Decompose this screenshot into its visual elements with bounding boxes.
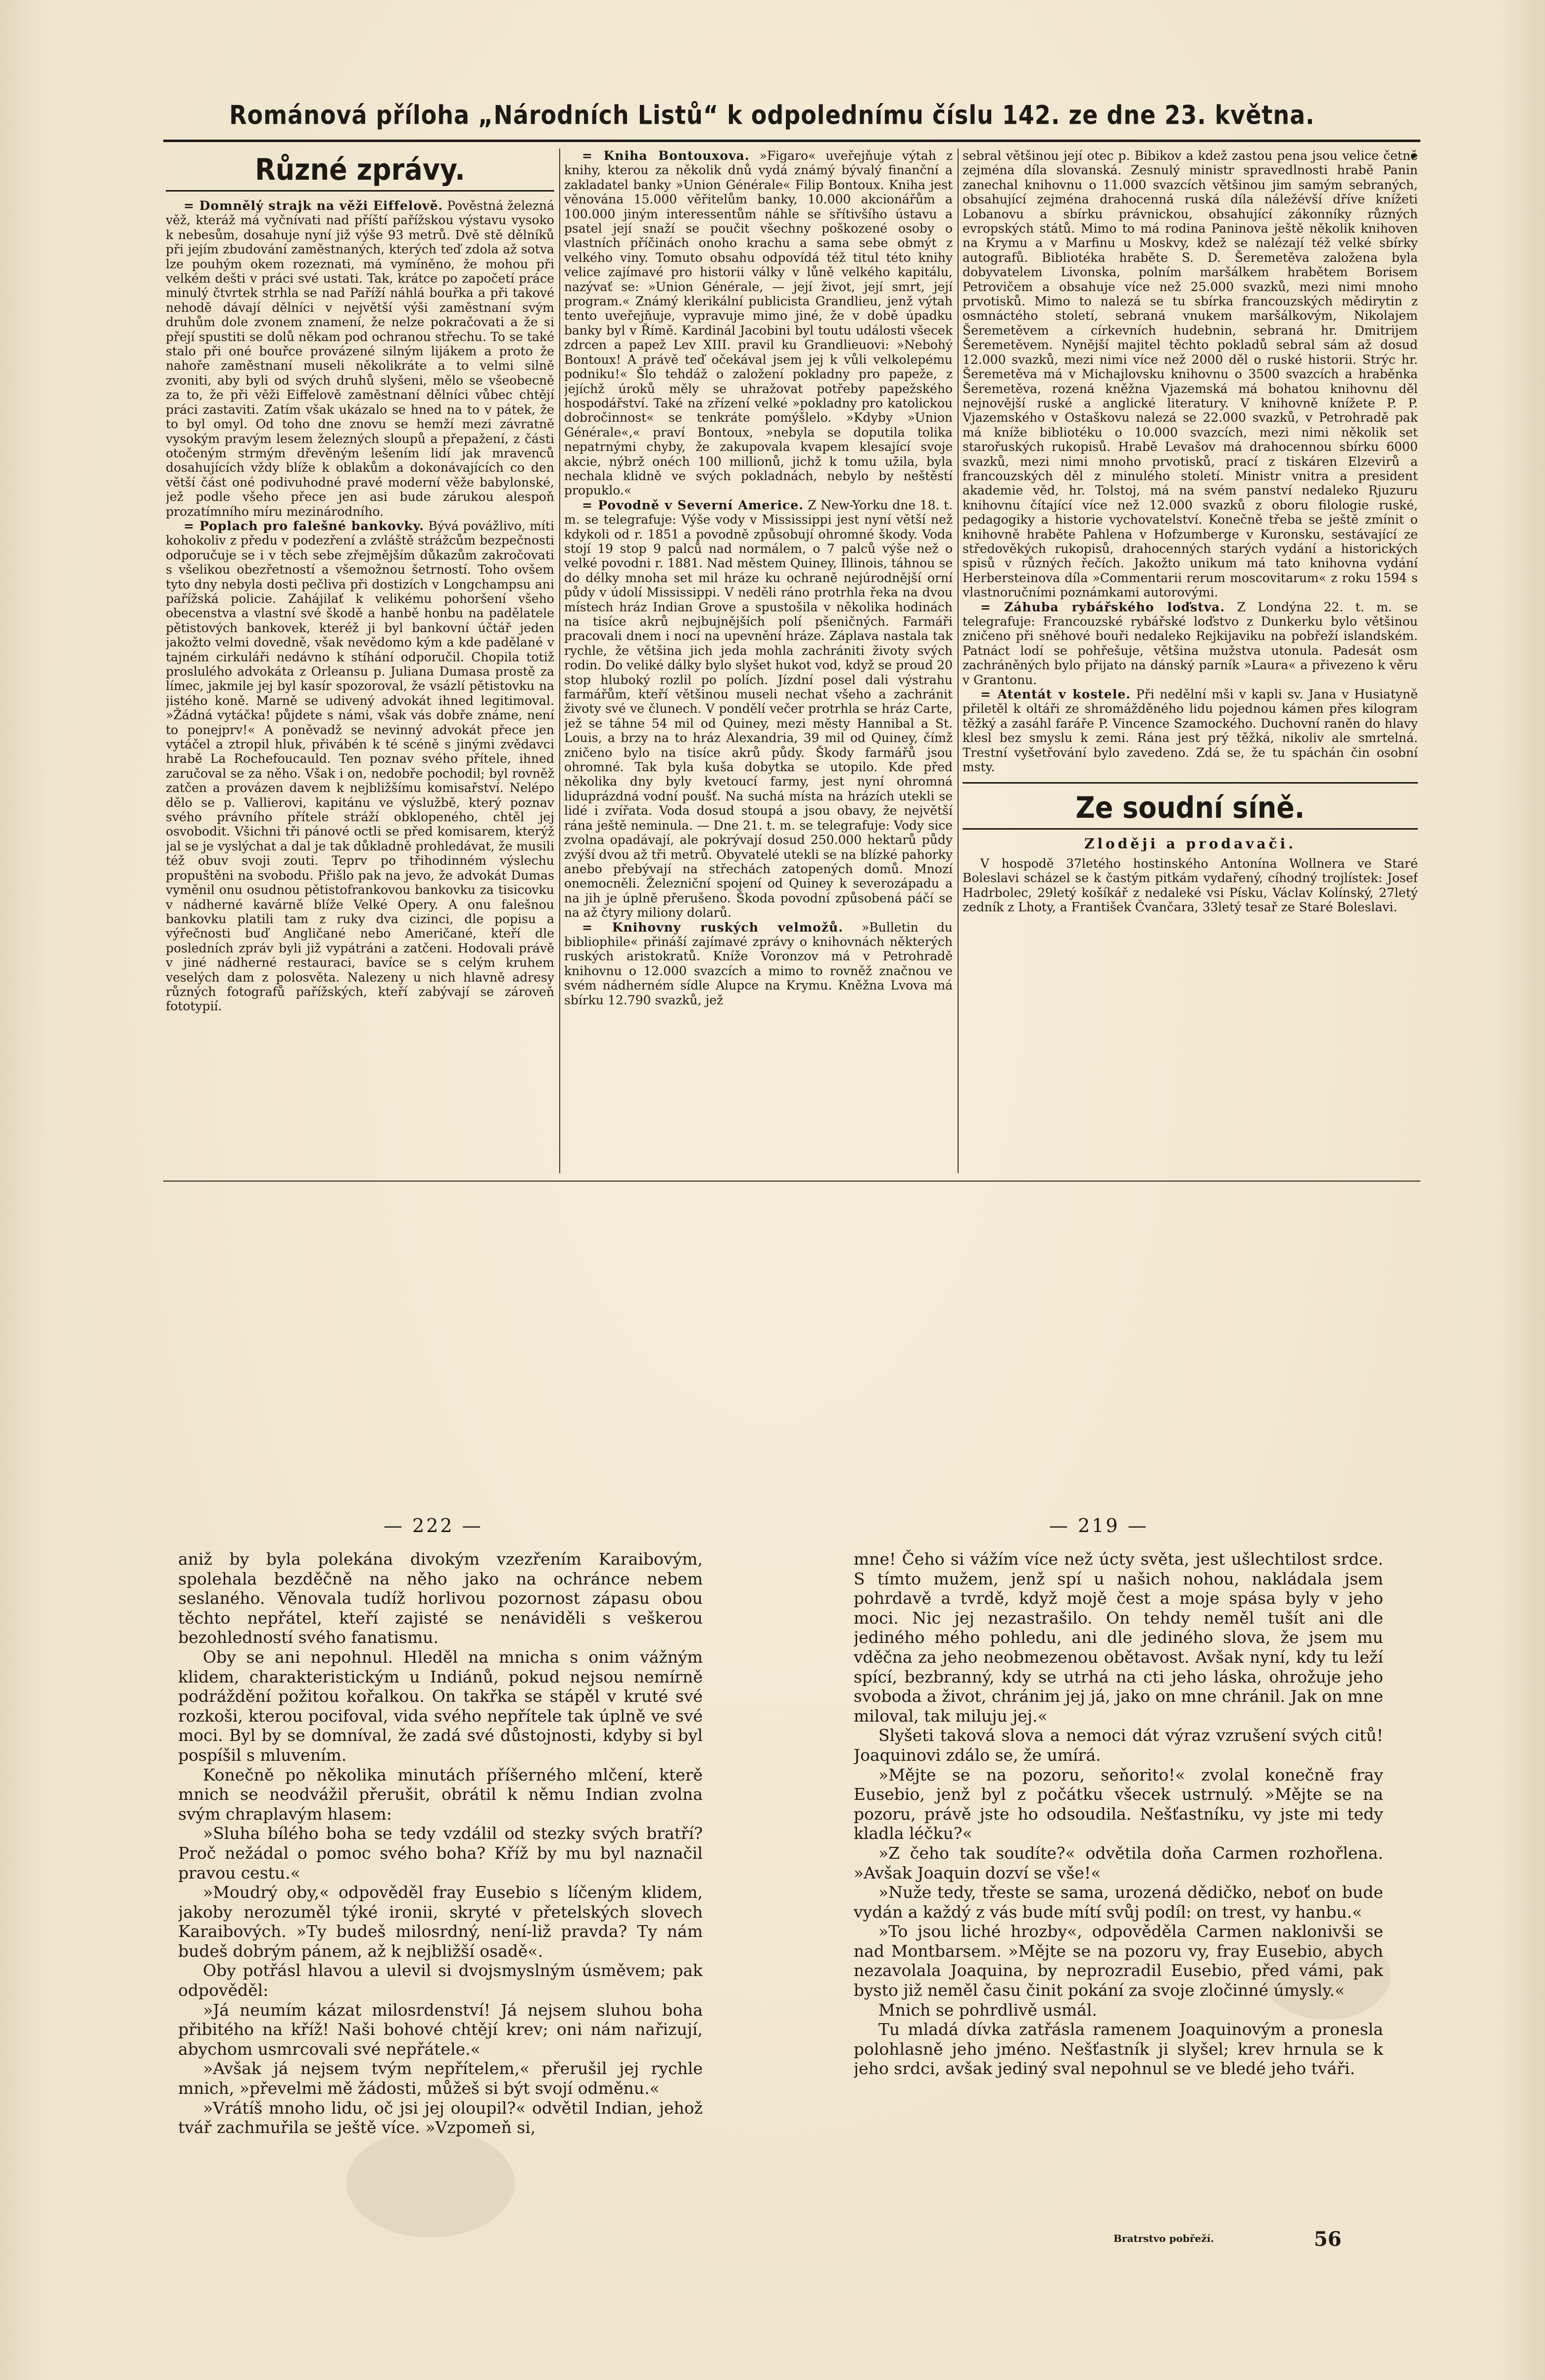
news-item	[564, 498, 953, 920]
novel-paragraph: »Avšak já nejsem tvým nepřítelem,« přerušil jej rychle mnich, »převelmi mě žádosti, můžeš si být svojí odměnu.«	[178, 2059, 703, 2098]
news-item-continued: sebral většinou její otec p. Bibikov a kdež zastou pena jsou velice četně zejména díla slovanská. Zesnulý ministr spravedlnosti hrabě Panin zanechal knihovnu o 11.000 svazcích většinou jim samým sebraných, obsahující zejména drahocenná ruská díla náležévší dříve knížeti Lobanovu a sbírku právnickou, obsahující zákonníky různých evropských států. Mimo to má rodina Paninova ještě několik knihoven na Krymu a v Marfinu u Moskvy, kdež se nalézají též velké sbírky autografů. Bibliotéka hraběte S. D. Šeremetěva založena byla dobyvatelem Livonska, polním maršálkem hrabětem Borisem Petrovičem a obsahuje více než 25.000 svazků, mezi nimi mnoho prvotisků. Mimo to nalezá se tu sbírka francouzských mědirytin z osmnáctého století, sebraná vnukem maršálkovým, Nikolajem Šeremetěvem a církevních hudebnin, sebraná hr. Dmitrijem Šeremetěvem. Nynější majitel těchto pokladů sebral sám až dosud 12.000 svazků, mezi nimi více než 2000 děl o ruské historii. Strýc hr. Šeremetěva má v Michajlovsku knihovnu o 3500 svazcích a hraběnka Šeremetěva, rozená kněžna Vjazemská má bohatou knihovnu děl nejnovější ruské a anglické literatury. V knihovně knížete P. P. Vjazemského v Ostaškovu nalezá se 22.000 svazků, v Petrohradě pak má kníže bibliotéku o 10.000 svazcích, mezi nimi několik set starořuských rukopisů. Hrabě Levašov má drahocennou sbírku 6000 svazků, mezi nimi mnoho prvotisků, prací z tiskáren Elzevirů a francouzských děl z minulého století. Ministr vnitra a president akademie věd, hr. Tolstoj, má na svém panství nedaleko Rjuzuru knihovnu čítající více než 12.000 svazků z oboru filologie ruské, pedagogiky a historie vychovatelství. Konečně třeba se ještě zmínit o knihovně hraběte Pahlena v Hofzumberge v Kuronsku, sestávající ze středověkých rukopisů, drahocenných starých vydání a historických spisů v různých řečích. Jakožto unikum má tato knihovna vydání Herbersteinova díla »Commentarii rerum moscovitarum« z roku 1594 s vlastnoručními poznámkami autorovými.	[963, 149, 1418, 600]
court-subtitle: Zloději a prodavači.	[1084, 836, 1297, 852]
novel-paragraph: »Nuže tedy, třeste se sama, urozená dědičko, neboť on bude vydán a každý z vás bude mítí svůj podíl: on trest, vy hanbu.«	[854, 1883, 1383, 1922]
news-item-title: = Atentát v kostele.	[980, 687, 1131, 702]
section-title: Různé zprávy.	[255, 152, 465, 187]
printer-signature: Bratrstvo pobřeží.	[1113, 2232, 1214, 2244]
section-rule	[963, 828, 1418, 830]
novel-paragraph: Mnich se pohrdlivě usmál.	[878, 2000, 1097, 2020]
news-item-text: Z Londýna 22. t. m. se telegrafuje: Francouzské rybářské loďstvo z Dunkerku bylo většinou zničeno při sněhové bouři nedaleko Rejkijaviku na pobřeží islandském. Patnáct lodí se pohřešuje, většina mužstva utonula. Padesát osm zachráněných bylo přijato na dánský parník »Laura« a přivezeno k věru v Grantonu.	[963, 599, 1418, 687]
novel-paragraph: Oby potřásl hlavou a ulevil si dvojsmyslným úsměvem; pak odpověděl:	[178, 1961, 703, 2000]
masthead: Románová příloha „Národních Listů“ k odpolednímu číslu 142. ze dne 23. května.	[229, 99, 1315, 131]
fold-rule	[163, 1181, 1420, 1182]
news-item-title: = Záhuba rybářského loďstva.	[980, 599, 1225, 614]
novel-paragraph: Slyšeti taková slova a nemoci dát výraz vzrušení svých citů! Joaquinovi zdálo se, že umírá.	[854, 1726, 1383, 1765]
column-divider	[559, 149, 560, 1173]
news-item-title: = Knihovny ruských velmožů.	[582, 920, 843, 935]
column-3	[963, 149, 1418, 1176]
novel-paragraph: Oby se ani nepohnul. Hleděl na mnicha s onim vážným klidem, charakteristickým u Indiánů, pokud nejsou nemírně podráždění požitou kořalkou. On takřka se stápěl v kruté své rozkoši, kterou pocifoval, vida svého nepřítele tak úplně ve své moci. Byl by se domníval, že zadá své důstojnosti, kdyby si byl pospíšil s mluvením.	[178, 1647, 703, 1765]
novel-paragraph: Konečně po několika minutách příšerného mlčení, kterě mnich se neodvážil přerušit, obrátil k němu Indian zvolna svým chraplavým hlasem:	[178, 1765, 703, 1824]
news-item-title: = Povodně v Severní Americe.	[582, 497, 804, 512]
page-number-right: — 219 —	[1049, 1515, 1149, 1537]
column-divider	[958, 149, 959, 1173]
news-item-text: Pověstná železná věž, kteráž má vyčnívati nad příští pařížskou výstavu vysoko k nebesům, dosahuje nyní již výše 93 metrů. Dvě stě dělníků při jejím zbudování zaměstnaných, kterých teď zdola až sotva lze pouhým okem rozeznati, má vymíněno, že mohou při velkém dešti v práci své ustati. Tak, krátce po započetí práce minulý čtvrtek strhla se nad Paříží náhlá bouřka a při takové nehodě dávají dělníci v největší výši zaměstnaní svým druhům dole zvonem znamení, že nelze pokračovati a že si přejí spustiti se dolů někam pod ochranou střechu. To se také stalo při oné bouřce provázené silným lijákem a proto že nahoře zaměstnaní museli několikráte a to velmi silně zvoniti, aby byli od svých druhů slyšeni, mělo se všeobecně za to, že při věži Eiffelově zaměstnaní dělníci vůbec chtějí práci zastaviti. Zatím však ukázalo se hned na to v pátek, že to byl omyl. Od toho dne znovu se hemží mezi závratně vysokým pravým lesem železných sloupů a přepažení, z části otočeným strmým dřevěným lešením lidí jak mravenců dosahujících vždy blíže k oblakům a dokonávajících co den větší část oné podivuhodné pravé moderní věže babylonské, jež podle všeho přece jen asi bude zárukou alespoň prozatímního míru mezinárodního.	[166, 198, 554, 519]
page-number-left: — 222 —	[384, 1515, 483, 1537]
paper-stain	[1262, 1931, 1391, 2020]
news-item-title: = Poplach pro falešné bankovky.	[184, 518, 425, 533]
section-rule	[963, 782, 1418, 784]
news-item-text: Při nedělní mši v kapli sv. Jana v Husiatyně přiletěl k oltáři ze shromážděného lidu pojednou kámen přes kilogram těžký a zasáhl faráře P. Vincence Szamockého. Duchovní raněn do hlavy klesl bez smyslu k zemi. Rána jest prý těžká, nikoliv ale smrtelná. Trestní vyšetřování bylo zavedeno. Zdá se, že tu spáchán čin osobní msty.	[963, 687, 1418, 775]
novel-paragraph: »To jsou liché hrozby«, odpověděla Carmen naklonivši se nad Montbarsem. »Mějte se na pozoru vy, fray Eusebio, abych nezavolala Joaquina, by neprozradil Eusebio, před vámi, pak bysto již neměl času činit pokání za svoje zločinné úmysly.«	[854, 1922, 1383, 2000]
novel-paragraph: aniž by byla polekána divokým vzezřením Karaibovým, spolehala bezděčně na něho jako na ochránce nebem seslaného. Věnovala tudíž horlivou pozornost zápasu obou těchto nepřátel, kteří zajisté se nenáviděli s veškerou bezohledností svého fanatismu.	[178, 1549, 703, 1647]
novel-paragraph: Tu mladá dívka zatřásla ramenem Joaquinovým a pronesla polohlasně jeho jméno. Nešťastník ji slyšel; krev hrnula se k jeho srdci, avšak jediný sval nepohnul se ve bledé jeho tváři.	[854, 2020, 1383, 2079]
news-item	[963, 687, 1418, 774]
section-rule	[166, 190, 554, 192]
novel-paragraph: »Vrátíš mnoho lidu, oč jsi jej oloupil?« odvětil Indian, jehož tvář zachmuřila se ještě více. »Vzpomeň si,	[178, 2098, 703, 2137]
news-item-text: »Figaro« uveřejňuje výtah z knihy, kterou za několik dnů vydá známý bývalý finanční a zakladatel banky »Union Générale« Filip Bontoux. Kniha jest věnována 15.000 věřitelům banky, 10.000 akcionářům a 100.000 jiným interessentům náhle se sřítivšího ústavu a psatel její snaží se poučit všechny poškozené osoby o vlastních příčinách onoho krachu a sama sebe obmýt z velkého viny. Tomuto obsahu odpovídá též titul této knihy velice zajímavé pro historii války v lůně velkého kapitálu, nazývať se: »Union Générale, — její život, její smrt, její program.« Známý klerikální publicista Grandlieu, jenž výtah tento uveřejňuje, vypravuje mimo jiné, že v době úpadku banky byl v Římě. Kardinál Jacobini byl toutu události všecek zdrcen a papež Lev XIII. pravil ku Grandlieuovi: »Nebohý Bontoux! A právě teď očekával jsem jej k vůli velkolepému podniku!« Šlo tehdáž o založení pokladny pro papeže, z jejíchž úroků měly se uhražovat potřeby papežského hospodářství. Také na zřízení velké »pokladny pro katolickou dobročinnost« se tenkráte pomýšlelo. »Kdyby »Union Générale«,« praví Bontoux, »nebyla se doputila tolika nepatrnými chyby, že zakupovala kvapem klesající svoje akcie, nýbrž onéch 100 millionů, jichž k tomu užila, byla nechala klidně ve svých pokladnách, nebylo by neštěstí propuklo.«	[564, 149, 953, 498]
news-item	[166, 519, 554, 1014]
news-item-title: = Domnělý strajk na věži Eiffelově.	[184, 198, 443, 213]
column-1	[166, 149, 554, 1176]
news-item-text: Z New-Yorku dne 18. t. m. se telegrafuje: Výše vody v Mississippi jest nyní větší než kdykoli od r. 1851 a povodně způsobují ohromné škody. Voda stojí 19 stop 9 palců nad normálem, o 7 palců výše než o velké povodni r. 1881. Nad městem Quiney, Illinois, táhnou se do délky mnoha set mil hráze ku ochraně nejúrodnější orní půdy v údolí Mississippi. V neděli ráno protrhla řeka na dvou místech hráz Indian Grove a spustošila v několika hodinách na tisíce akrů nejbujnějších polí pšeničných. Farmáři pracovali dnem i nocí na upevnění hráze. Záplava nastala tak rychle, že většina jich jeda mohla zachrániti životy svých rodin. Do veliké dálky bylo slyšet hukot vod, když se proud 20 stop hluboký rozlil po polích. Jízdní posel dali výstrahu farmářům, kteří většinou museli nechat všeho a zachránit životy své ve člunech. V pondělí večer protrhla se hráz Carte, jež se táhne 54 mil od Quiney, mezi městy Hannibal a St. Louis, a brzy na to hráz Alexandria, 39 mil od Quiney, čímž zničeno bylo na tisíce akrů půdy. Škody farmářů jsou ohromné. Tak byla kuša dobytka se utopilo. Kde před několika dny byly kvetoucí farmy, jest nyní ohromná liduprázdná vodní poušť. Na suchá místa na hrázích utekli se lidé i zvířata. Voda dosud stoupá a jsou obavy, že největší rána ještě neminula. — Dne 21. t. m. se telegrafuje: Vody sice zvolna opadávají, ale pokrývají dosud 250.000 hektarů půdy zvýší dvou až tři metrů. Obyvatelé utekli se na blízké pahorky anebo přebývají na střechách zatopených domů. Mnozí onemocněli. Železniční spojení od Quiney k severozápadu a na jih je úplně přerušeno. Škoda povodní způsobená páčí se na až čtyry miliony dolarů.	[564, 497, 953, 920]
news-item-title: = Kniha Bontouxova.	[582, 149, 750, 163]
news-item	[564, 149, 953, 498]
news-item	[166, 198, 554, 519]
novel-paragraph: »Sluha bílého boha se tedy vzdálil od stezky svých bratří? Proč nežádal o pomoc svého boha? Kříž by mu byl naznačil pravou cestu.«	[178, 1824, 703, 1883]
paper-stain	[346, 2129, 515, 2237]
novel-paragraph: mne! Čeho si vážím více než úcty světa, jest ušlechtilost srdce. S tímto mužem, jenž spí u našich nohou, nakládala jsem pohrdavě a tvrdě, když mojě čest a moje spása byly v jeho moci. Nic jej nezastrašilo. On tehdy neměl tušít ani dle jediného mého pohledu, ani dle jediného slova, že jsem mu vděčna za jeho neobmezenou obětavost. Avšak nyní, kdy tu leží spící, bezbranný, kdy se utrhá na cti jeho láska, ohrožuje jeho svoboda a život, chránim jej já, jako on mne chránil. Jak on mne miloval, tak miluju jej.«	[854, 1549, 1383, 1726]
page-folio: 56	[1314, 2228, 1342, 2251]
novel-page-right	[854, 1549, 1383, 2228]
news-item	[564, 920, 953, 1007]
news-item-text: Bývá povážlivo, míti kohokoliv z předu v podezření a zvláště strážcům bezpečnosti odporučuje se i v těch sebe zřejmějším důkazům zakročovati s všelikou obezřetností a všemožnou šetrností. Toho ovšem tyto dny nebyla dosti pečliva při dostizích v Longchampsu ani pařížská policie. Zahájilať k velikému pohoršení všeho obecenstva a vlastní své škodě a hanbě honbu na padělatele pětistových bankovek, kteréž ji byl bankovní účtář jeden jakožto velmi dovedně, však nevědomo kým a kde padělané v tajném cirkuláři nedávno k stíhání odporučil. Chopila totiž proslulého advokáta z Orleansu p. Juliana Dumasa prostě za límec, jakmile jej byl kasír spozoroval, že vsázlí pětistovku na jistého koně. Marně se udivený advokát ihned legitimoval. »Žádná vytáčka! půjdete s námi, však vás dobře známe, není to ponejprv!« A poněvadž se nevinný advokát přece jen vytáčel a ztropil hluk, přivábén k té scéně s jinými zvědavci hrabě La Rochefoucauld. Ten poznav svého přítele, ihned zaručoval se za něho. Však i on, nedobře pochodil; byl rovněž zatčen a provázen davem k nejbližšímu komisařství. Nelépo dělo se p. Vallierovi, kapitánu ve výslužbě, který poznav svého právního přítele stráží obklopeného, chtěl jej osvobodit. Všichni tři pánové octli se před komisarem, kterýž jal se je vyslýchat a dal je tak důkladně prohledávat, že musili též obuv svoji zouti. Teprv po třihodinném výslechu propuštěni na svobodu. Přišlo pak na jevo, že advokát Dumas vyměnil onu osudnou pětistofrankovou bankovku za tisicovku v nádherné kavárně blíže Velké Opery. A onu falešnou bankovku platili tam z ruky dva cizinci, dle popisu a výřečnosti buď Angličané nebo Američané, kteří dle posledních zpráv byli již vypátráni a zatčeni. Hodovali právě v jiné nádherné restauraci, bavíce se s celým kruhem veselých dam z polosvěta. Nalezeny u nich hlavně adresy různých fotografů pařížských, kteří zabývají se zároveň fototypií.	[166, 518, 554, 1014]
novel-paragraph: »Já neumím kázat milosrdenství! Já nejsem sluhou boha přibitého na kříž! Naši bohové chtějí krev; oni nám nařizují, abychom usmrcovali své nepřátele.«	[178, 2000, 703, 2059]
court-text: V hospodě 37letého hostinského Antonína Wollnera ve Staré Boleslavi scházel se k častým pitkám vydařený, cíhodný trojlístek: Josef Hadrbolec, 29letý košíkář z nedaleké vsi Písku, Václav Kolínský, 27letý zedník z Lhoty, a František Čvančara, 33letý tesař ze Staré Boleslavi.	[963, 856, 1418, 915]
column-2	[564, 149, 953, 1176]
novel-page-left	[178, 1549, 703, 2366]
masthead-rule	[163, 140, 1420, 142]
news-item-text: »Bulletin du bibliophile« přináší zajímavé zprávy o knihovnách některých ruských aristokratů. Kníže Voronzov má v Petrohradě knihovnu o 12.000 svazcích a mimo to rovněž značnou ve svém nádherném sídle Alupce na Krymu. Kněžna Lvova má sbírku 12.790 svazků, jež	[564, 920, 953, 1007]
novel-paragraph: »Moudrý oby,« odpověděl fray Eusebio s líčeným klidem, jakoby nerozuměl týké ironii, skryté v přetelských slovech Karaibových. »Ty budeš milosrdný, není-liž pravda? Ty nám budeš dobrým pánem, až k nejbližší osadě«.	[178, 1883, 703, 1961]
court-section-title: Ze soudní síně.	[1075, 791, 1305, 825]
novel-paragraph: »Mějte se na pozoru, seňorito!« zvolal konečně fray Eusebio, jenž byl z počátku všecek ustrnulý. »Mějte se na pozoru, právě jste ho odsoudila. Nešťastníku, vy jste mi tedy kladla léčku?«	[854, 1765, 1383, 1843]
novel-paragraph: »Z čeho tak soudíte?« odvětila doňa Carmen rozhořlena. »Avšak Joaquin dozví se vše!«	[854, 1843, 1383, 1883]
news-item	[963, 600, 1418, 687]
